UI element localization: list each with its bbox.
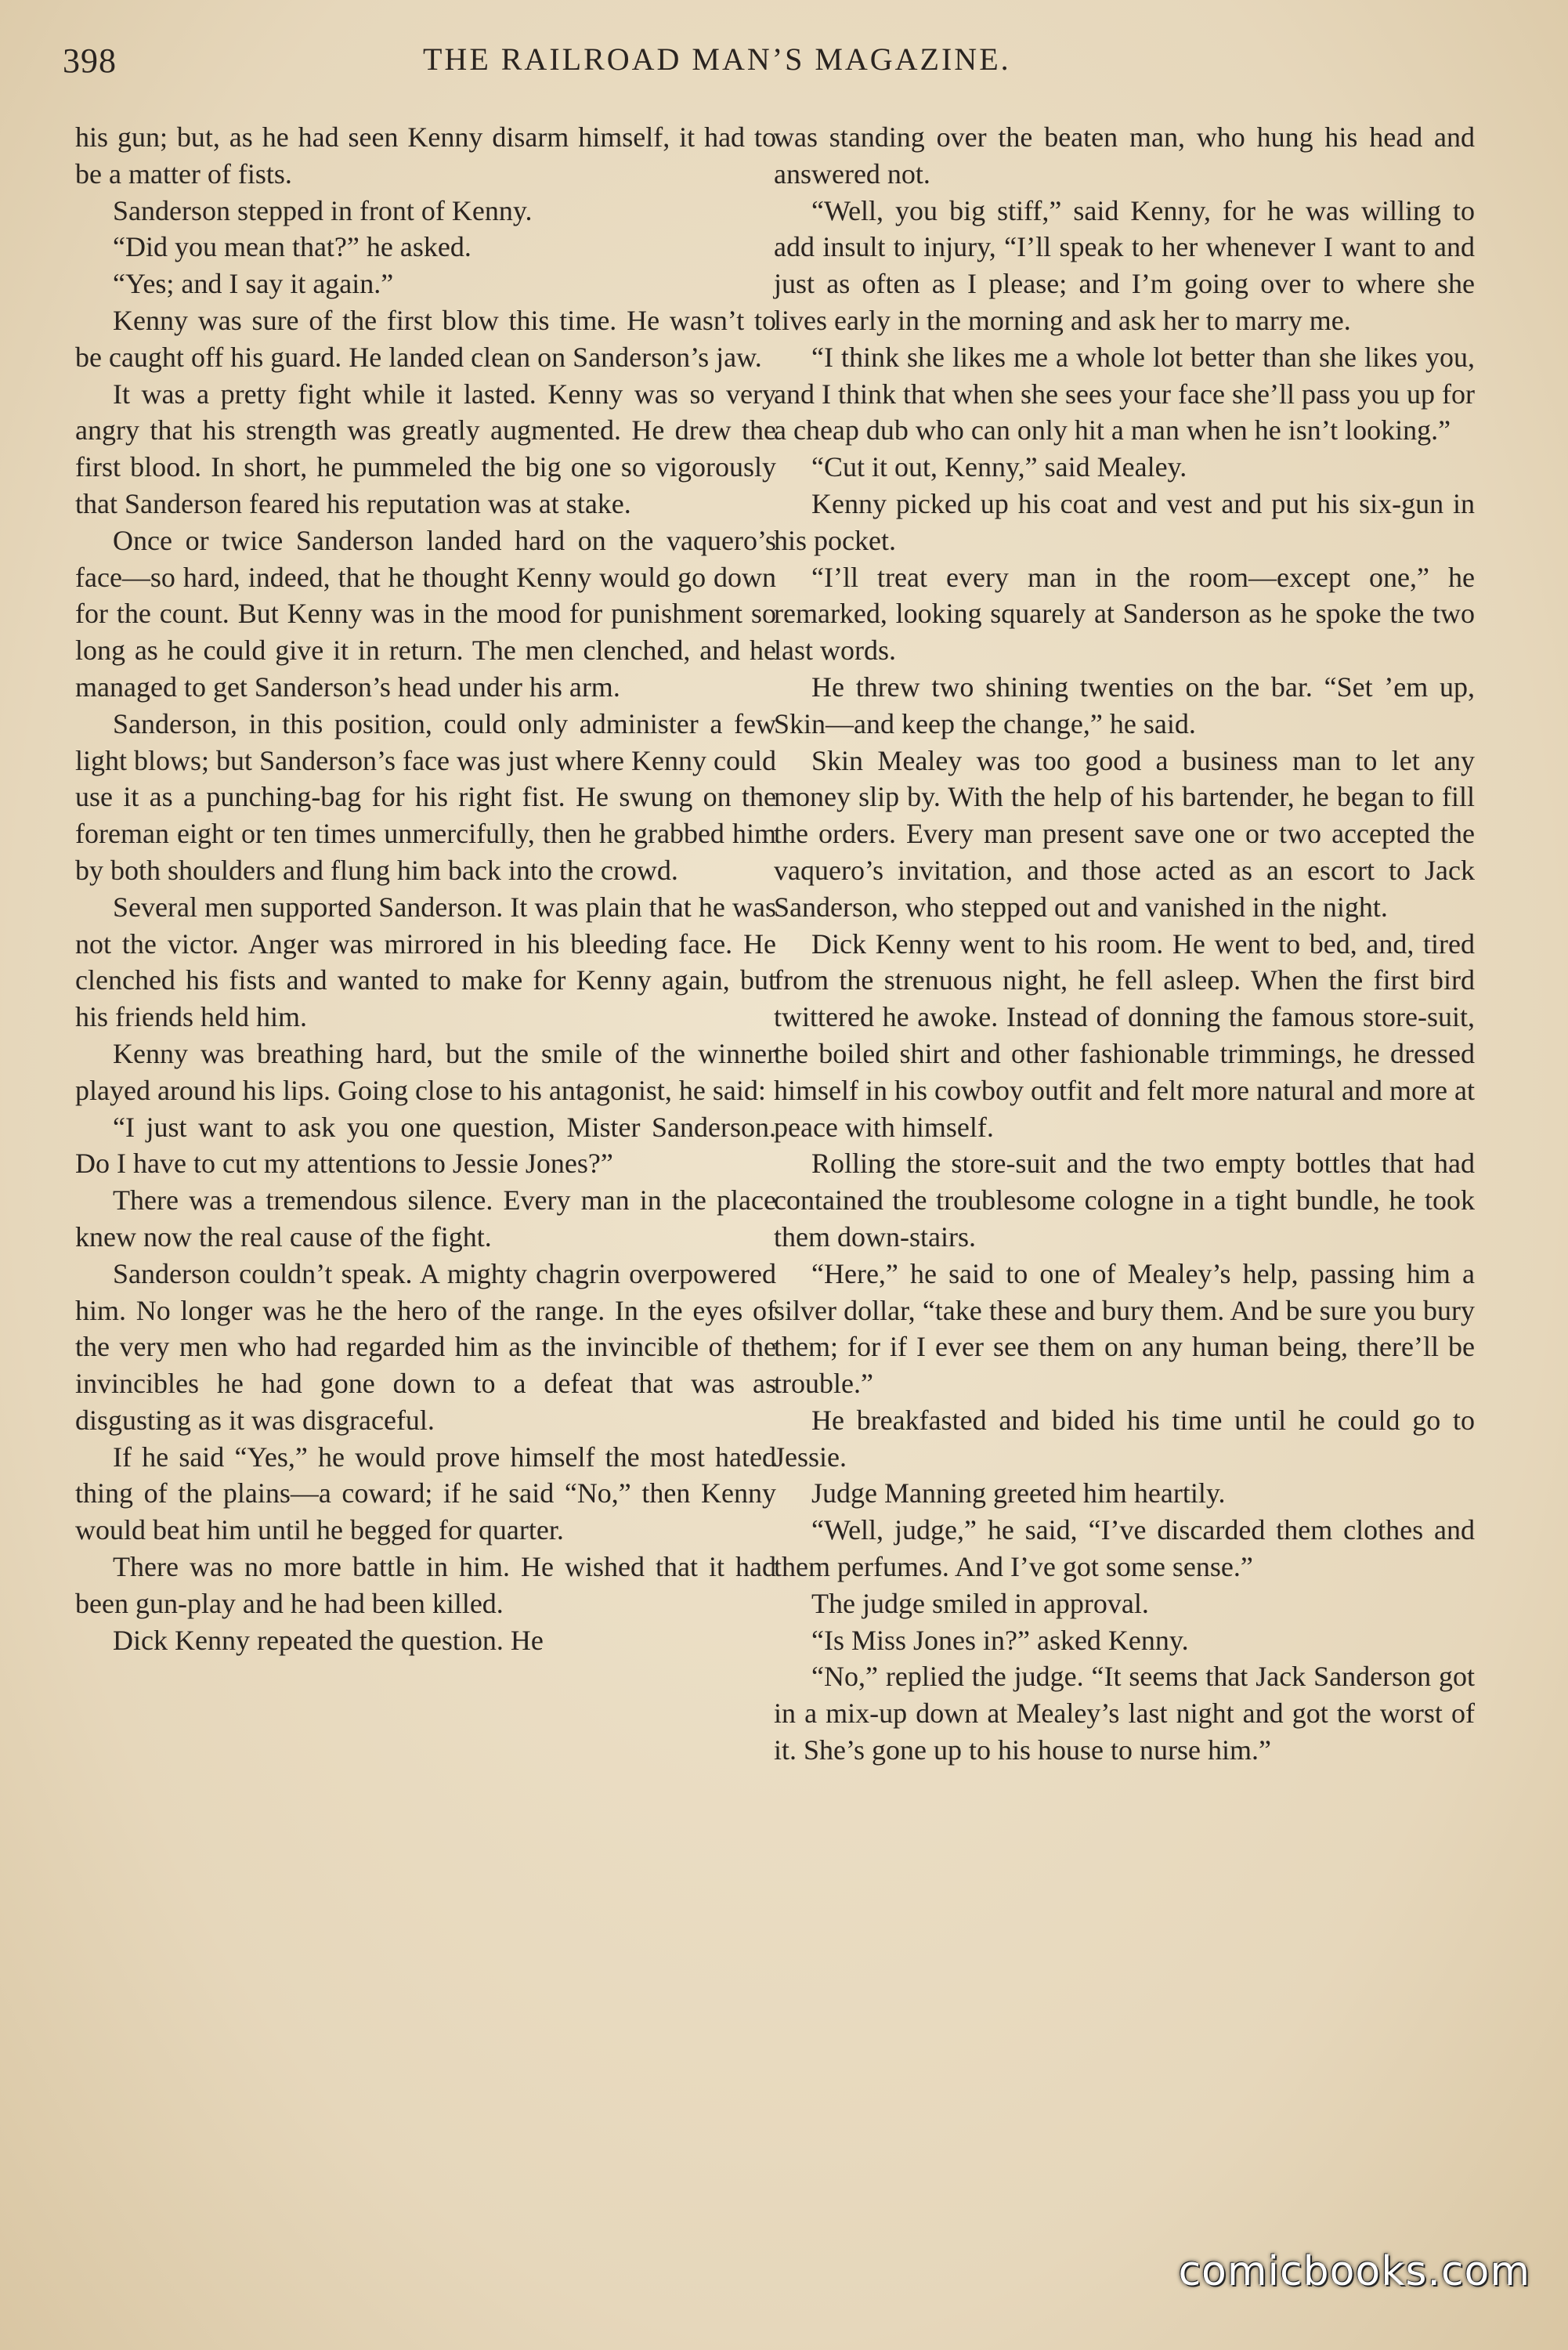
paragraph: Dick Kenny went to his room. He went to bed, and, tired from the strenuous night, he fell asleep. When the first bird twittered he awoke. Instead of donning the famous store-suit, the boiled shirt and other fashionable trimmings, he dressed himself in his cowboy outfit and felt more natural and more at peace with himself. bbox=[774, 927, 1475, 1143]
running-title: THE RAILROAD MAN’S MAGAZINE. bbox=[423, 42, 1011, 77]
paragraph: Dick Kenny repeated the question. He bbox=[113, 1624, 544, 1656]
left-column bbox=[75, 119, 776, 1658]
right-column bbox=[774, 119, 1475, 1769]
paragraph: The judge smiled in approval. bbox=[811, 1587, 1149, 1619]
paragraph: “No,” replied the judge. “It seems that Jack Sanderson got in a mix-up down at Mealey’s last night and got the worst of it. She’s gone up to his house to nurse him.” bbox=[774, 1661, 1475, 1766]
paragraph: Kenny was sure of the first blow this time. He wasn’t to be caught off his guard. He landed clean on Sanderson’s jaw. bbox=[75, 304, 776, 373]
paragraph: his gun; but, as he had seen Kenny disarm himself, it had to be a matter of fists. bbox=[75, 121, 776, 190]
paragraph: “Well, you big stiff,” said Kenny, for he was willing to add insult to injury, “I’ll speak to her whenever I want to and just as often as I please; and I’m going over to where she lives early in the morning and ask her to marry me. bbox=[774, 194, 1475, 336]
paragraph: Judge Manning greeted him heartily. bbox=[811, 1477, 1226, 1509]
paragraph: “Is Miss Jones in?” asked Kenny. bbox=[811, 1624, 1189, 1656]
paragraph: Skin Mealey was too good a business man to let any money slip by. With the help of his bartender, he began to fill the orders. Every man present save one or two accepted the vaquero’s invitation, and those acted as an escort to Jack Sanderson, who stepped out and vanished in the night. bbox=[774, 744, 1475, 923]
paragraph: Sanderson stepped in front of Kenny. bbox=[113, 194, 533, 226]
paragraph: There was no more battle in him. He wished that it had been gun-play and he had been killed. bbox=[75, 1551, 776, 1619]
watermark: comicbooks.com bbox=[1178, 2248, 1530, 2295]
paragraph: Kenny picked up his coat and vest and put his six-gun in his pocket. bbox=[774, 487, 1475, 556]
page-header bbox=[63, 41, 1441, 88]
paragraph: He breakfasted and bided his time until he could go to Jessie. bbox=[774, 1404, 1475, 1473]
paragraph: “I’ll treat every man in the room—except one,” he remarked, looking squarely at Sanderson as he spoke the two last words. bbox=[774, 561, 1475, 667]
paragraph: Rolling the store-suit and the two empty bottles that had contained the troublesome cologne in a tight bundle, he took them down-stairs. bbox=[774, 1148, 1475, 1253]
paragraph: Once or twice Sanderson landed hard on the vaquero’s face—so hard, indeed, that he thought Kenny would go down for the count. But Kenny was in the mood for punishment so long as he could give it in return. The men clenched, and he managed to get Sanderson’s head under his arm. bbox=[75, 524, 776, 703]
page-number: 398 bbox=[63, 42, 117, 80]
paragraph: “I think she likes me a whole lot better than she likes you, and I think that when she sees your face she’ll pass you up for a cheap dub who can only hit a man when he isn’t looking.” bbox=[774, 341, 1475, 446]
paragraph: was standing over the beaten man, who hung his head and answered not. bbox=[774, 121, 1475, 190]
paragraph: “Here,” he said to one of Mealey’s help, passing him a silver dollar, “take these and bury them. And be sure you bury them; for if I ever see them on any human being, there’ll be trouble.” bbox=[774, 1257, 1475, 1400]
paragraph: “Did you mean that?” he asked. bbox=[113, 231, 471, 263]
paragraph: There was a tremendous silence. Every man in the place knew now the real cause of the fight. bbox=[75, 1184, 776, 1253]
paragraph: If he said “Yes,” he would prove himself the most hated thing of the plains—a coward; if he said “No,” then Kenny would beat him until he begged for quarter. bbox=[75, 1441, 776, 1546]
paragraph: Sanderson, in this position, could only administer a few light blows; but Sanderson’s face was just where Kenny could use it as a punching-bag for his right fist. He swung on the foreman eight or ten times unmercifully, then he grabbed him by both shoulders and flung him back into the crowd. bbox=[75, 707, 776, 886]
paragraph: “I just want to ask you one question, Mister Sanderson. Do I have to cut my attentions to Jessie Jones?” bbox=[75, 1111, 776, 1180]
paragraph: Sanderson couldn’t speak. A mighty chagrin overpowered him. No longer was he the hero of the range. In the eyes of the very men who had regarded him as the invincible of the invincibles he had gone down to a defeat that was as disgusting as it was disgraceful. bbox=[75, 1257, 776, 1436]
paragraph: It was a pretty fight while it lasted. Kenny was so very angry that his strength was greatly augmented. He drew the first blood. In short, he pummeled the big one so vigorously that Sanderson feared his reputation was at stake. bbox=[75, 378, 776, 519]
paragraph: “Yes; and I say it again.” bbox=[113, 268, 394, 300]
paragraph: Several men supported Sanderson. It was plain that he was not the victor. Anger was mirrored in his bleeding face. He clenched his fists and wanted to make for Kenny again, but his friends held him. bbox=[75, 891, 776, 1033]
paragraph: He threw two shining twenties on the bar. “Set ’em up, Skin—and keep the change,” he said. bbox=[774, 671, 1475, 739]
paragraph: “Cut it out, Kenny,” said Mealey. bbox=[811, 451, 1187, 483]
paragraph: “Well, judge,” he said, “I’ve discarded them clothes and them perfumes. And I’ve got some sense.” bbox=[774, 1514, 1475, 1583]
paragraph: Kenny was breathing hard, but the smile of the winner played around his lips. Going close to his antagonist, he said: bbox=[75, 1037, 776, 1106]
